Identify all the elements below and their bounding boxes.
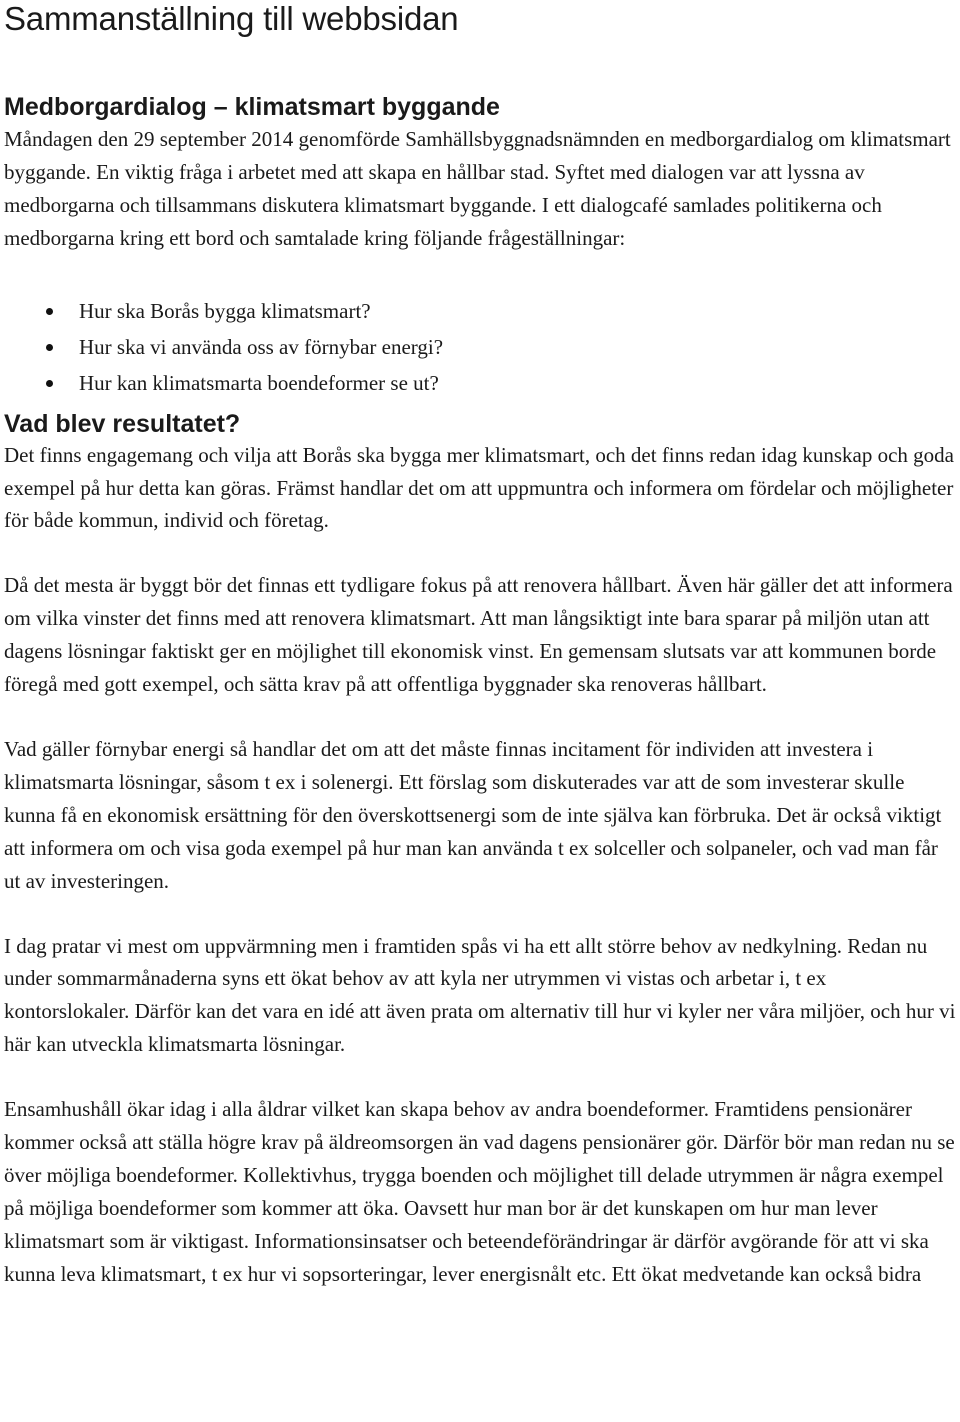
list-item bbox=[4, 365, 956, 401]
list-item bbox=[4, 329, 956, 365]
result-paragraph: Det finns engagemang och vilja att Borås ska bygga mer klimatsmart, och det finns redan idag kunskap och goda exempel på hur detta kan göras. Främst handlar det om att uppmuntra och informera om fördelar och möjligheter för både kommun, individ och företag. bbox=[4, 442, 954, 533]
question-text: Hur ska Borås bygga klimatsmart? bbox=[79, 298, 371, 323]
result-paragraph: Ensamhushåll ökar idag i alla åldrar vilket kan skapa behov av andra boendeformer. Framtidens pensionärer kommer också att ställa högre krav på äldreomsorgen än vad dagens pensionärer gör. Därför bör man redan nu se över möjliga boendeformer. Kollektivhus, trygga boenden och möjlighet till delade utrymmen är några exempel på möjliga boendeformer som kommer att öka. Oavsett hur man bor är det kunskapen om hur man lever klimatsmart som är viktigast. Informationsinsatser och beteendeförändringar är därför avgörande för att vi ska kunna leva klimatsmart, t ex hur vi sopsorteringar, lever energisnålt etc. Ett ökat medvetande kan också bidra bbox=[4, 1097, 955, 1286]
section-heading-dialog: Medborgardialog – klimatsmart byggande bbox=[4, 93, 500, 121]
bullet-icon bbox=[46, 308, 53, 315]
bullet-icon bbox=[46, 380, 53, 387]
bullet-icon bbox=[46, 344, 53, 351]
document-page bbox=[4, 0, 956, 1291]
intro-paragraph: Måndagen den 29 september 2014 genomförde Samhällsbyggnadsnämnden en medborgardialog om klimatsmart byggande. En viktig fråga i arbetet med att skapa en hållbar stad. Syftet med dialogen var att lyssna av medborgarna och tillsammans diskutera klimatsmart byggande. I ett dialogcafé samlades politikerna och medborgarna kring ett bord och samtalade kring följande frågeställningar: bbox=[4, 127, 951, 250]
result-paragraph: Då det mesta är byggt bör det finnas ett tydligare fokus på att renovera hållbart. Även här gäller det att informera om vilka vinster det finns med att renovera klimatsmart. Att man långsiktigt inte bara sparar på miljön utan att dagens lösningar faktiskt ger en möjlighet till ekonomisk vinst. En gemensam slutsats var att kommunen borde föregå med gott exempel, och sätta krav på att offentliga byggnader ska renoveras hållbart. bbox=[4, 573, 953, 697]
result-paragraph: Vad gäller förnybar energi så handlar det om att det måste finnas incitament för individen att investera i klimatsmarta lösningar, såsom t ex i solenergi. Ett förslag som diskuterades var att de som investerar skulle kunna få en ekonomisk ersättning för den överskottsenergi som de inte själva kan förbruka. Det är också viktigt att informera om och visa goda exempel på hur man kan använda t ex solceller och solpaneler, och vad man får ut av investeringen. bbox=[4, 736, 942, 893]
document-title: Sammanställning till webbsidan bbox=[4, 0, 459, 37]
section-heading-results: Vad blev resultatet? bbox=[4, 409, 241, 438]
question-list bbox=[4, 293, 956, 401]
question-text: Hur ska vi använda oss av förnybar energi? bbox=[79, 334, 444, 359]
result-paragraph: I dag pratar vi mest om uppvärmning men i framtiden spås vi ha ett allt större behov av nedkylning. Redan nu under sommarmånaderna syns ett ökat behov av att kyla ner utrymmen vi vistas och arbetar i, t ex kontorslokaler. Därför kan det vara en idé att även prata om alternativ till hur vi kyler ner våra miljöer, och hur vi här kan utveckla klimatsmarta lösningar. bbox=[4, 933, 956, 1057]
question-text: Hur kan klimatsmarta boendeformer se ut? bbox=[79, 370, 439, 395]
list-item bbox=[4, 293, 956, 329]
